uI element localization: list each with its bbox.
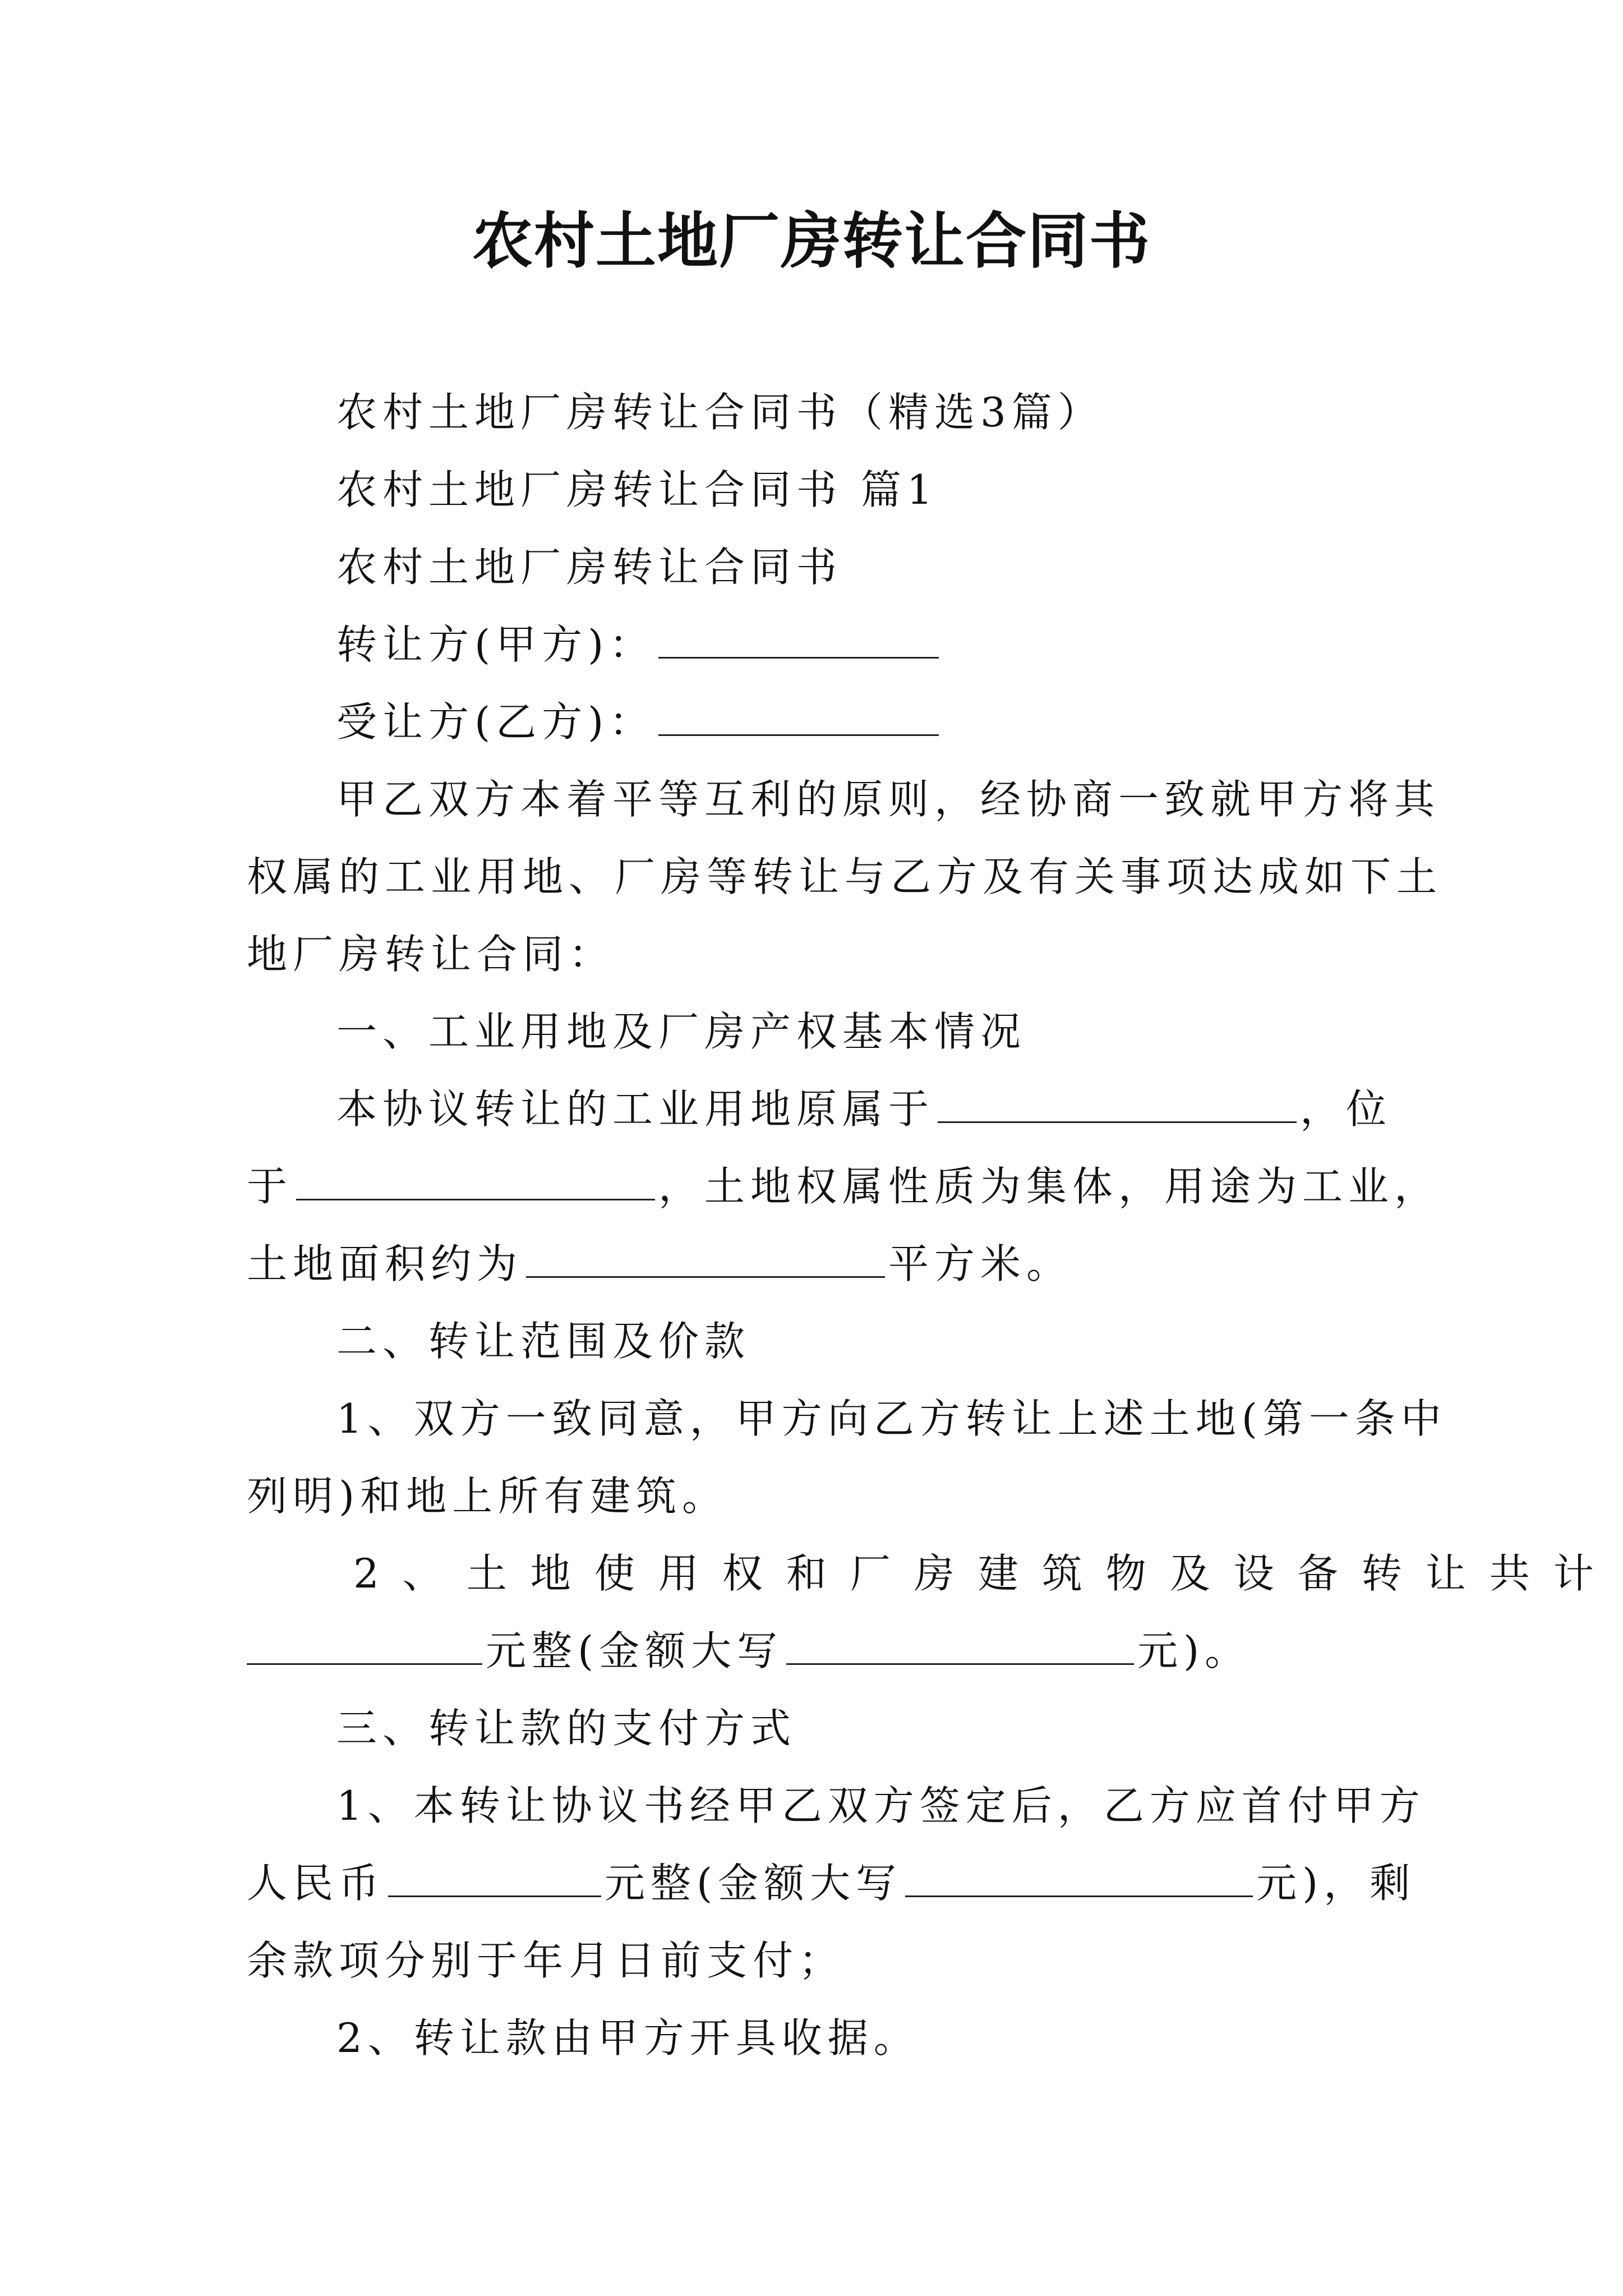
total-price-blank[interactable] [247, 1627, 482, 1665]
party-b-line [247, 694, 1391, 750]
intro-line-3: 地厂房转让合同： [247, 931, 615, 978]
heading-article: 农村土地厂房转让合同书 篇1 [336, 466, 938, 513]
s1-line3-text-b: 平方米。 [888, 1240, 1073, 1287]
party-b-label: 受让方(乙方)： [336, 698, 656, 746]
s3-item1-line3: 余款项分别于年月日前支付； [247, 1937, 845, 1984]
section-1-line-1 [247, 1081, 1391, 1137]
heading-collection: 农村土地厂房转让合同书（精选3篇） [336, 389, 1104, 436]
location-blank[interactable] [296, 1163, 655, 1200]
down-payment-words-blank[interactable] [905, 1860, 1253, 1897]
s2-item1-line2: 列明)和地上所有建筑。 [247, 1473, 728, 1520]
section-1-line-3 [247, 1236, 1391, 1292]
s3-item1-text-b: 元整(金额大写 [605, 1860, 902, 1907]
original-owner-blank[interactable] [938, 1085, 1297, 1123]
s3-item2: 2、转让款由甲方开具收据。 [336, 2014, 920, 2062]
party-a-line [247, 616, 1391, 673]
s2-item2-text-a: 元整(金额大写 [486, 1627, 783, 1674]
section-1-line-2 [247, 1158, 1441, 1214]
intro-line-1: 甲乙双方本着平等互利的原则，经协商一致就甲方将其 [336, 776, 1441, 823]
s1-line1-text-b: ，位 [1300, 1085, 1393, 1133]
s1-line1-text-a: 本协议转让的工业用地原属于 [336, 1085, 935, 1133]
s2-item1-line1: 1、双方一致同意，甲方向乙方转让上述土地(第一条中 [336, 1395, 1447, 1442]
land-area-blank[interactable] [526, 1240, 885, 1278]
s3-item1-text-c: 元)，剩 [1256, 1860, 1416, 1907]
party-a-label: 转让方(甲方)： [336, 621, 656, 668]
s2-item2-line2 [247, 1623, 1391, 1679]
s3-item1-line2 [247, 1855, 1416, 1911]
s2-item2-text-b: 元)。 [1137, 1627, 1251, 1674]
total-price-words-blank[interactable] [786, 1627, 1134, 1665]
intro-line-2: 权属的工业用地、厂房等转让与乙方及有关事项达成如下土 [247, 853, 1443, 900]
down-payment-blank[interactable] [388, 1860, 601, 1897]
s1-line2-text-b: ，土地权属性质为集体，用途为工业， [658, 1163, 1441, 1210]
section-2-title: 二、转让范围及价款 [336, 1318, 751, 1365]
section-1-title: 一、工业用地及厂房产权基本情况 [336, 1008, 1027, 1055]
s3-item1-text-a: 人民币 [247, 1860, 385, 1907]
section-3-title: 三、转让款的支付方式 [336, 1705, 797, 1752]
party-a-blank[interactable] [658, 621, 939, 659]
party-b-blank[interactable] [658, 698, 939, 736]
heading-contract: 农村土地厂房转让合同书 [336, 544, 843, 591]
s1-line3-text-a: 土地面积约为 [247, 1240, 523, 1287]
s3-item1-line1: 1、本转让协议书经甲乙双方签定后，乙方应首付甲方 [336, 1782, 1426, 1829]
document-title: 农村土地厂房转让合同书 [472, 206, 1151, 277]
s1-line2-text-a: 于 [247, 1163, 293, 1210]
s2-item2-line1: 2、土地使用权和厂房建筑物及设备转让共计 [353, 1550, 1617, 1597]
